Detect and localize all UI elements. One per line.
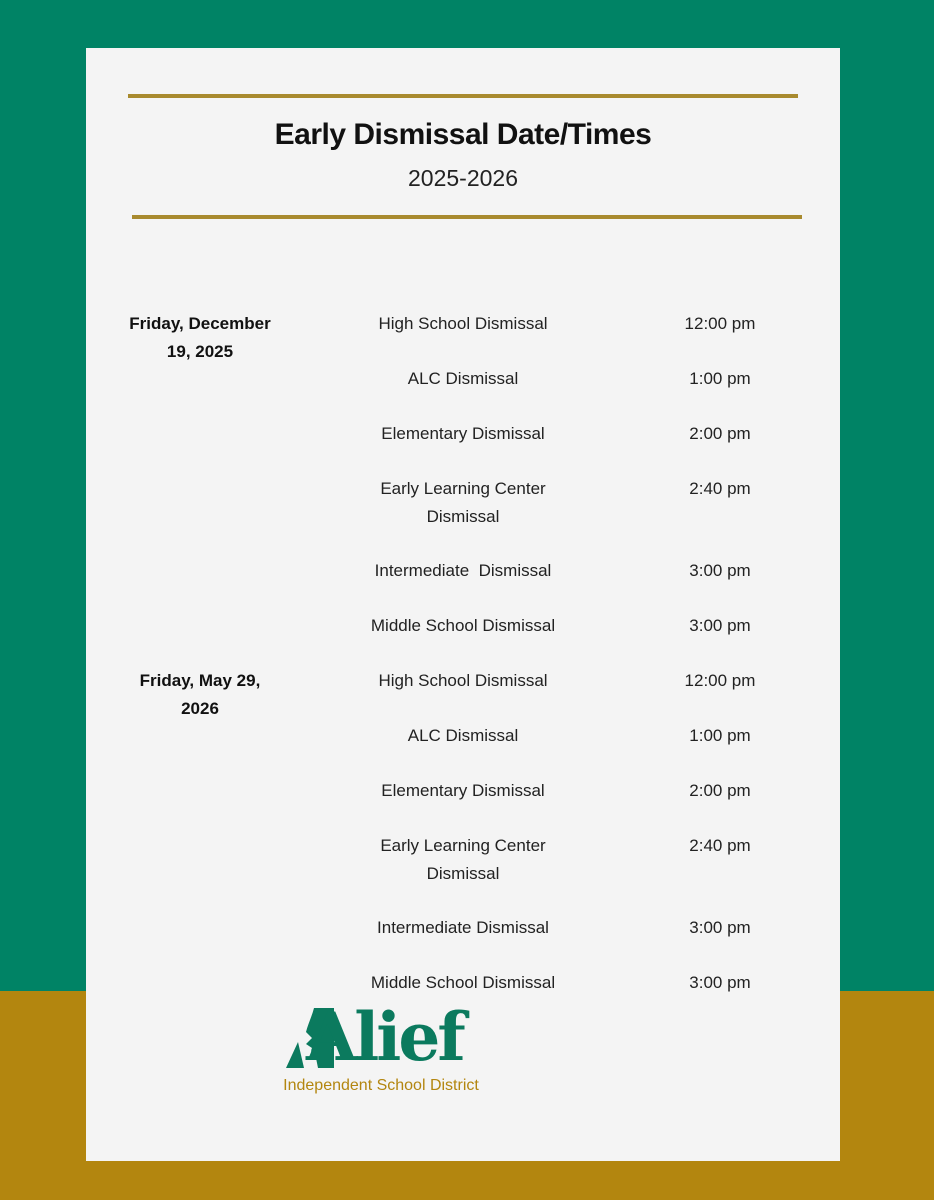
dismissal-time: 12:00 pm: [684, 671, 756, 690]
dismissal-time: 3:00 pm: [689, 616, 751, 635]
dismissal-time: 2:40 pm: [689, 836, 751, 855]
schedule-card: [86, 48, 840, 1161]
district-logo: [276, 998, 486, 1104]
dismissal-time: 3:00 pm: [689, 918, 751, 937]
dismissal-label: High School Dismissal: [378, 671, 548, 690]
dismissal-label: ALC Dismissal: [407, 369, 519, 388]
dismissal-label: Early Learning Center Dismissal: [380, 836, 546, 883]
logo-tagline: Independent School District: [283, 1077, 479, 1094]
dismissal-time: 1:00 pm: [689, 369, 751, 388]
dismissal-time: 3:00 pm: [689, 561, 751, 580]
dismissal-label: Early Learning Center Dismissal: [380, 479, 546, 526]
dismissal-label: Middle School Dismissal: [370, 973, 556, 992]
schedule-date: Friday, May 29, 2026: [139, 671, 261, 718]
dismissal-time: 3:00 pm: [689, 973, 751, 992]
dismissal-label: Intermediate Dismissal: [374, 561, 552, 580]
dismissal-label: High School Dismissal: [378, 314, 548, 333]
dismissal-time: 2:00 pm: [689, 781, 751, 800]
dismissal-label: Elementary Dismissal: [381, 781, 545, 800]
schedule-date: Friday, December 19, 2025: [129, 314, 271, 361]
dismissal-label: Intermediate Dismissal: [377, 918, 549, 937]
header-rule-top: [128, 94, 798, 98]
dismissal-time: 12:00 pm: [684, 314, 756, 333]
dismissal-time: 2:00 pm: [689, 424, 751, 443]
dismissal-label: Middle School Dismissal: [370, 616, 556, 635]
dismissal-time: 1:00 pm: [689, 726, 751, 745]
header-rule-bottom: [132, 215, 802, 219]
logo-wordmark: Alief: [306, 998, 463, 1076]
dismissal-label: ALC Dismissal: [407, 726, 519, 745]
dismissal-label: Elementary Dismissal: [381, 424, 545, 443]
dismissal-time: 2:40 pm: [689, 479, 751, 498]
page-title: Early Dismissal Date/Times: [274, 118, 652, 151]
page-subtitle: 2025-2026: [408, 165, 518, 191]
